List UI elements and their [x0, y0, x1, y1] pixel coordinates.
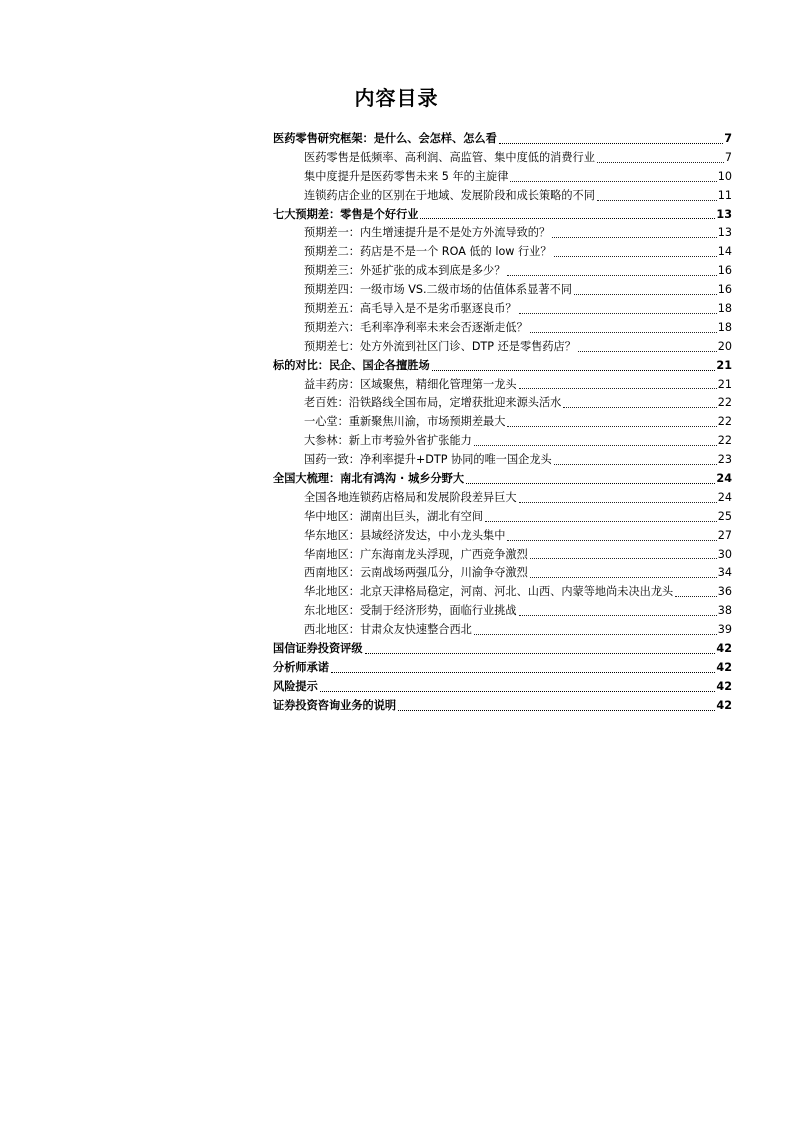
toc-entry-page: 22: [717, 396, 732, 410]
toc-dot-leader: [474, 634, 717, 635]
toc-subsection-entry[interactable]: [273, 394, 732, 413]
toc-entry-page: 24: [717, 490, 732, 504]
toc-subsection-entry[interactable]: [273, 281, 732, 300]
toc-entry-label: 预期差四：一级市场 VS.二级市场的估值体系显著不同: [304, 283, 572, 297]
toc-entry-page: 38: [717, 604, 732, 618]
toc-subsection-entry[interactable]: [273, 621, 732, 640]
toc-subsection-entry[interactable]: [273, 149, 732, 168]
toc-entry-label: 标的对比：民企、国企各擅胜场: [273, 358, 430, 372]
toc-section-entry[interactable]: [273, 678, 732, 697]
toc-section-entry[interactable]: [273, 470, 732, 489]
toc-dot-leader: [507, 275, 716, 276]
toc-entry-page: 22: [717, 434, 732, 448]
toc-dot-leader: [474, 445, 717, 446]
toc-entry-label: 集中度提升是医药零售未来 5 年的主旋律: [304, 169, 509, 183]
toc-entry-page: 20: [717, 339, 732, 353]
toc-entry-page: 13: [717, 226, 732, 240]
toc-entry-label: 全国各地连锁药店格局和发展阶段差异巨大: [304, 490, 517, 504]
toc-entry-label: 华北地区：北京天津格局稳定，河南、河北、山西、内蒙等地尚未决出龙头: [304, 585, 674, 599]
toc-dot-leader: [420, 218, 715, 219]
toc-subsection-entry[interactable]: [273, 508, 732, 527]
toc-dot-leader: [519, 502, 717, 503]
toc-subsection-entry[interactable]: [273, 376, 732, 395]
page-title: 内容目录: [354, 86, 439, 110]
toc-subsection-entry[interactable]: [273, 602, 732, 621]
toc-dot-leader: [466, 483, 715, 484]
toc-entry-label: 预期差七：处方外流到社区门诊、DTP 还是零售药店？: [304, 339, 576, 353]
toc-entry-label: 医药零售是低频率、高利润、高监管、集中度低的消费行业: [304, 150, 595, 164]
table-of-contents: [273, 130, 732, 716]
toc-entry-label: 大参林：新上市考验外省扩张能力: [304, 434, 472, 448]
toc-entry-label: 国信证券投资评级: [273, 642, 363, 656]
toc-dot-leader: [507, 426, 716, 427]
toc-entry-label: 预期差三：外延扩张的成本到底是多少？: [304, 264, 506, 278]
toc-subsection-entry[interactable]: [273, 527, 732, 546]
toc-dot-leader: [507, 540, 716, 541]
toc-dot-leader: [398, 710, 715, 711]
toc-entry-page: 42: [716, 660, 732, 674]
toc-entry-page: 18: [717, 302, 732, 315]
toc-entry-page: 18: [717, 320, 732, 334]
toc-section-entry[interactable]: [273, 357, 732, 376]
toc-dot-leader: [574, 294, 717, 295]
toc-subsection-entry[interactable]: [273, 413, 732, 432]
toc-entry-label: 华南地区：广东海南龙头浮现，广西竞争激烈: [304, 547, 528, 561]
toc-dot-leader: [563, 407, 716, 408]
toc-entry-label: 预期差五：高毛导入是不是劣币驱逐良币？: [304, 302, 517, 315]
toc-entry-page: 30: [717, 547, 732, 561]
toc-entry-label: 预期差一：内生增速提升是不是处方外流导致的？: [304, 226, 551, 240]
toc-entry-page: 42: [716, 698, 732, 712]
toc-entry-label: 分析师承诺: [273, 660, 329, 674]
toc-section-entry[interactable]: [273, 206, 732, 225]
toc-subsection-entry[interactable]: [273, 224, 732, 243]
toc-dot-leader: [597, 200, 717, 201]
toc-dot-leader: [552, 237, 717, 238]
toc-dot-leader: [499, 143, 723, 144]
toc-dot-leader: [519, 388, 717, 389]
toc-entry-page: 36: [717, 585, 732, 599]
toc-entry-label: 一心堂：重新聚焦川渝，市场预期差最大: [304, 415, 506, 429]
toc-entry-label: 华中地区：湖南出巨头，湖北有空间: [304, 509, 484, 523]
toc-entry-page: 21: [716, 358, 732, 372]
toc-entry-label: 益丰药房：区域聚焦，精细化管理第一龙头: [304, 377, 517, 391]
toc-subsection-entry[interactable]: [273, 546, 732, 565]
toc-dot-leader: [530, 558, 717, 559]
toc-entry-page: 7: [724, 131, 732, 145]
toc-entry-label: 七大预期差：零售是个好行业: [273, 207, 419, 221]
toc-entry-page: 10: [717, 169, 732, 183]
toc-subsection-entry[interactable]: [273, 243, 732, 262]
toc-subsection-entry[interactable]: [273, 451, 732, 470]
toc-entry-page: 16: [717, 283, 732, 297]
toc-subsection-entry[interactable]: [273, 432, 732, 451]
toc-entry-page: 34: [717, 566, 732, 580]
toc-dot-leader: [597, 162, 724, 163]
toc-entry-label: 东北地区：受制于经济形势，面临行业挑战: [304, 604, 517, 618]
toc-dot-leader: [320, 691, 716, 692]
toc-entry-label: 西南地区：云南战场两强瓜分，川渝争夺激烈: [304, 566, 528, 580]
toc-dot-leader: [578, 351, 717, 352]
toc-section-entry[interactable]: [273, 130, 732, 149]
toc-entry-label: 国药一致：净利率提升+DTP 协同的唯一国企龙头: [304, 453, 552, 467]
toc-entry-page: 39: [717, 623, 732, 637]
toc-entry-label: 医药零售研究框架：是什么、会怎样、怎么看: [273, 131, 497, 145]
toc-dot-leader: [365, 653, 716, 654]
toc-entry-page: 14: [717, 245, 732, 259]
toc-entry-label: 老百姓：沿铁路线全国布局，定增获批迎来源头活水: [304, 396, 562, 410]
toc-dot-leader: [554, 256, 717, 257]
toc-subsection-entry[interactable]: [273, 489, 732, 508]
toc-dot-leader: [485, 521, 717, 522]
toc-entry-page: 42: [716, 642, 732, 656]
toc-dot-leader: [530, 332, 717, 333]
toc-entry-page: 21: [717, 377, 732, 391]
toc-subsection-entry[interactable]: [273, 262, 732, 281]
toc-entry-page: 7: [724, 150, 732, 164]
toc-dot-leader: [519, 313, 717, 314]
toc-entry-page: 25: [717, 509, 732, 523]
toc-entry-page: 22: [717, 415, 732, 429]
toc-subsection-entry[interactable]: [273, 187, 732, 206]
toc-subsection-entry[interactable]: [273, 319, 732, 338]
toc-entry-page: 16: [717, 264, 732, 278]
toc-entry-label: 证券投资咨询业务的说明: [273, 698, 397, 712]
toc-entry-label: 华东地区：县域经济发达，中小龙头集中: [304, 528, 506, 542]
toc-entry-label: 西北地区：甘肃众友快速整合西北: [304, 623, 472, 637]
toc-entry-page: 13: [716, 207, 732, 221]
toc-subsection-entry[interactable]: [273, 564, 732, 583]
toc-dot-leader: [331, 672, 715, 673]
toc-entry-label: 连锁药店企业的区别在于地域、发展阶段和成长策略的不同: [304, 188, 595, 202]
toc-entry-page: 23: [717, 453, 732, 467]
toc-dot-leader: [519, 615, 717, 616]
toc-section-entry[interactable]: [273, 640, 732, 659]
toc-dot-leader: [554, 464, 717, 465]
toc-section-entry[interactable]: [273, 697, 732, 716]
toc-entry-page: 42: [716, 679, 732, 693]
toc-subsection-entry[interactable]: [273, 338, 732, 357]
toc-dot-leader: [510, 181, 716, 182]
toc-dot-leader: [530, 577, 717, 578]
toc-dot-leader: [432, 370, 716, 371]
toc-dot-leader: [675, 596, 717, 597]
toc-subsection-entry[interactable]: [273, 300, 732, 319]
toc-entry-label: 全国大梳理：南北有鸿沟 · 城乡分野大: [273, 472, 465, 486]
toc-subsection-entry[interactable]: [273, 583, 732, 602]
toc-entry-page: 24: [716, 472, 732, 486]
toc-entry-label: 预期差六：毛利率净利率未来会否逐渐走低？: [304, 320, 528, 334]
toc-subsection-entry[interactable]: [273, 168, 732, 187]
toc-entry-page: 27: [717, 528, 732, 542]
toc-entry-page: 11: [717, 188, 732, 202]
toc-entry-label: 风险提示: [273, 679, 318, 693]
toc-section-entry[interactable]: [273, 659, 732, 678]
toc-entry-label: 预期差二：药店是不是一个 ROA 低的 low 行业？: [304, 245, 552, 259]
